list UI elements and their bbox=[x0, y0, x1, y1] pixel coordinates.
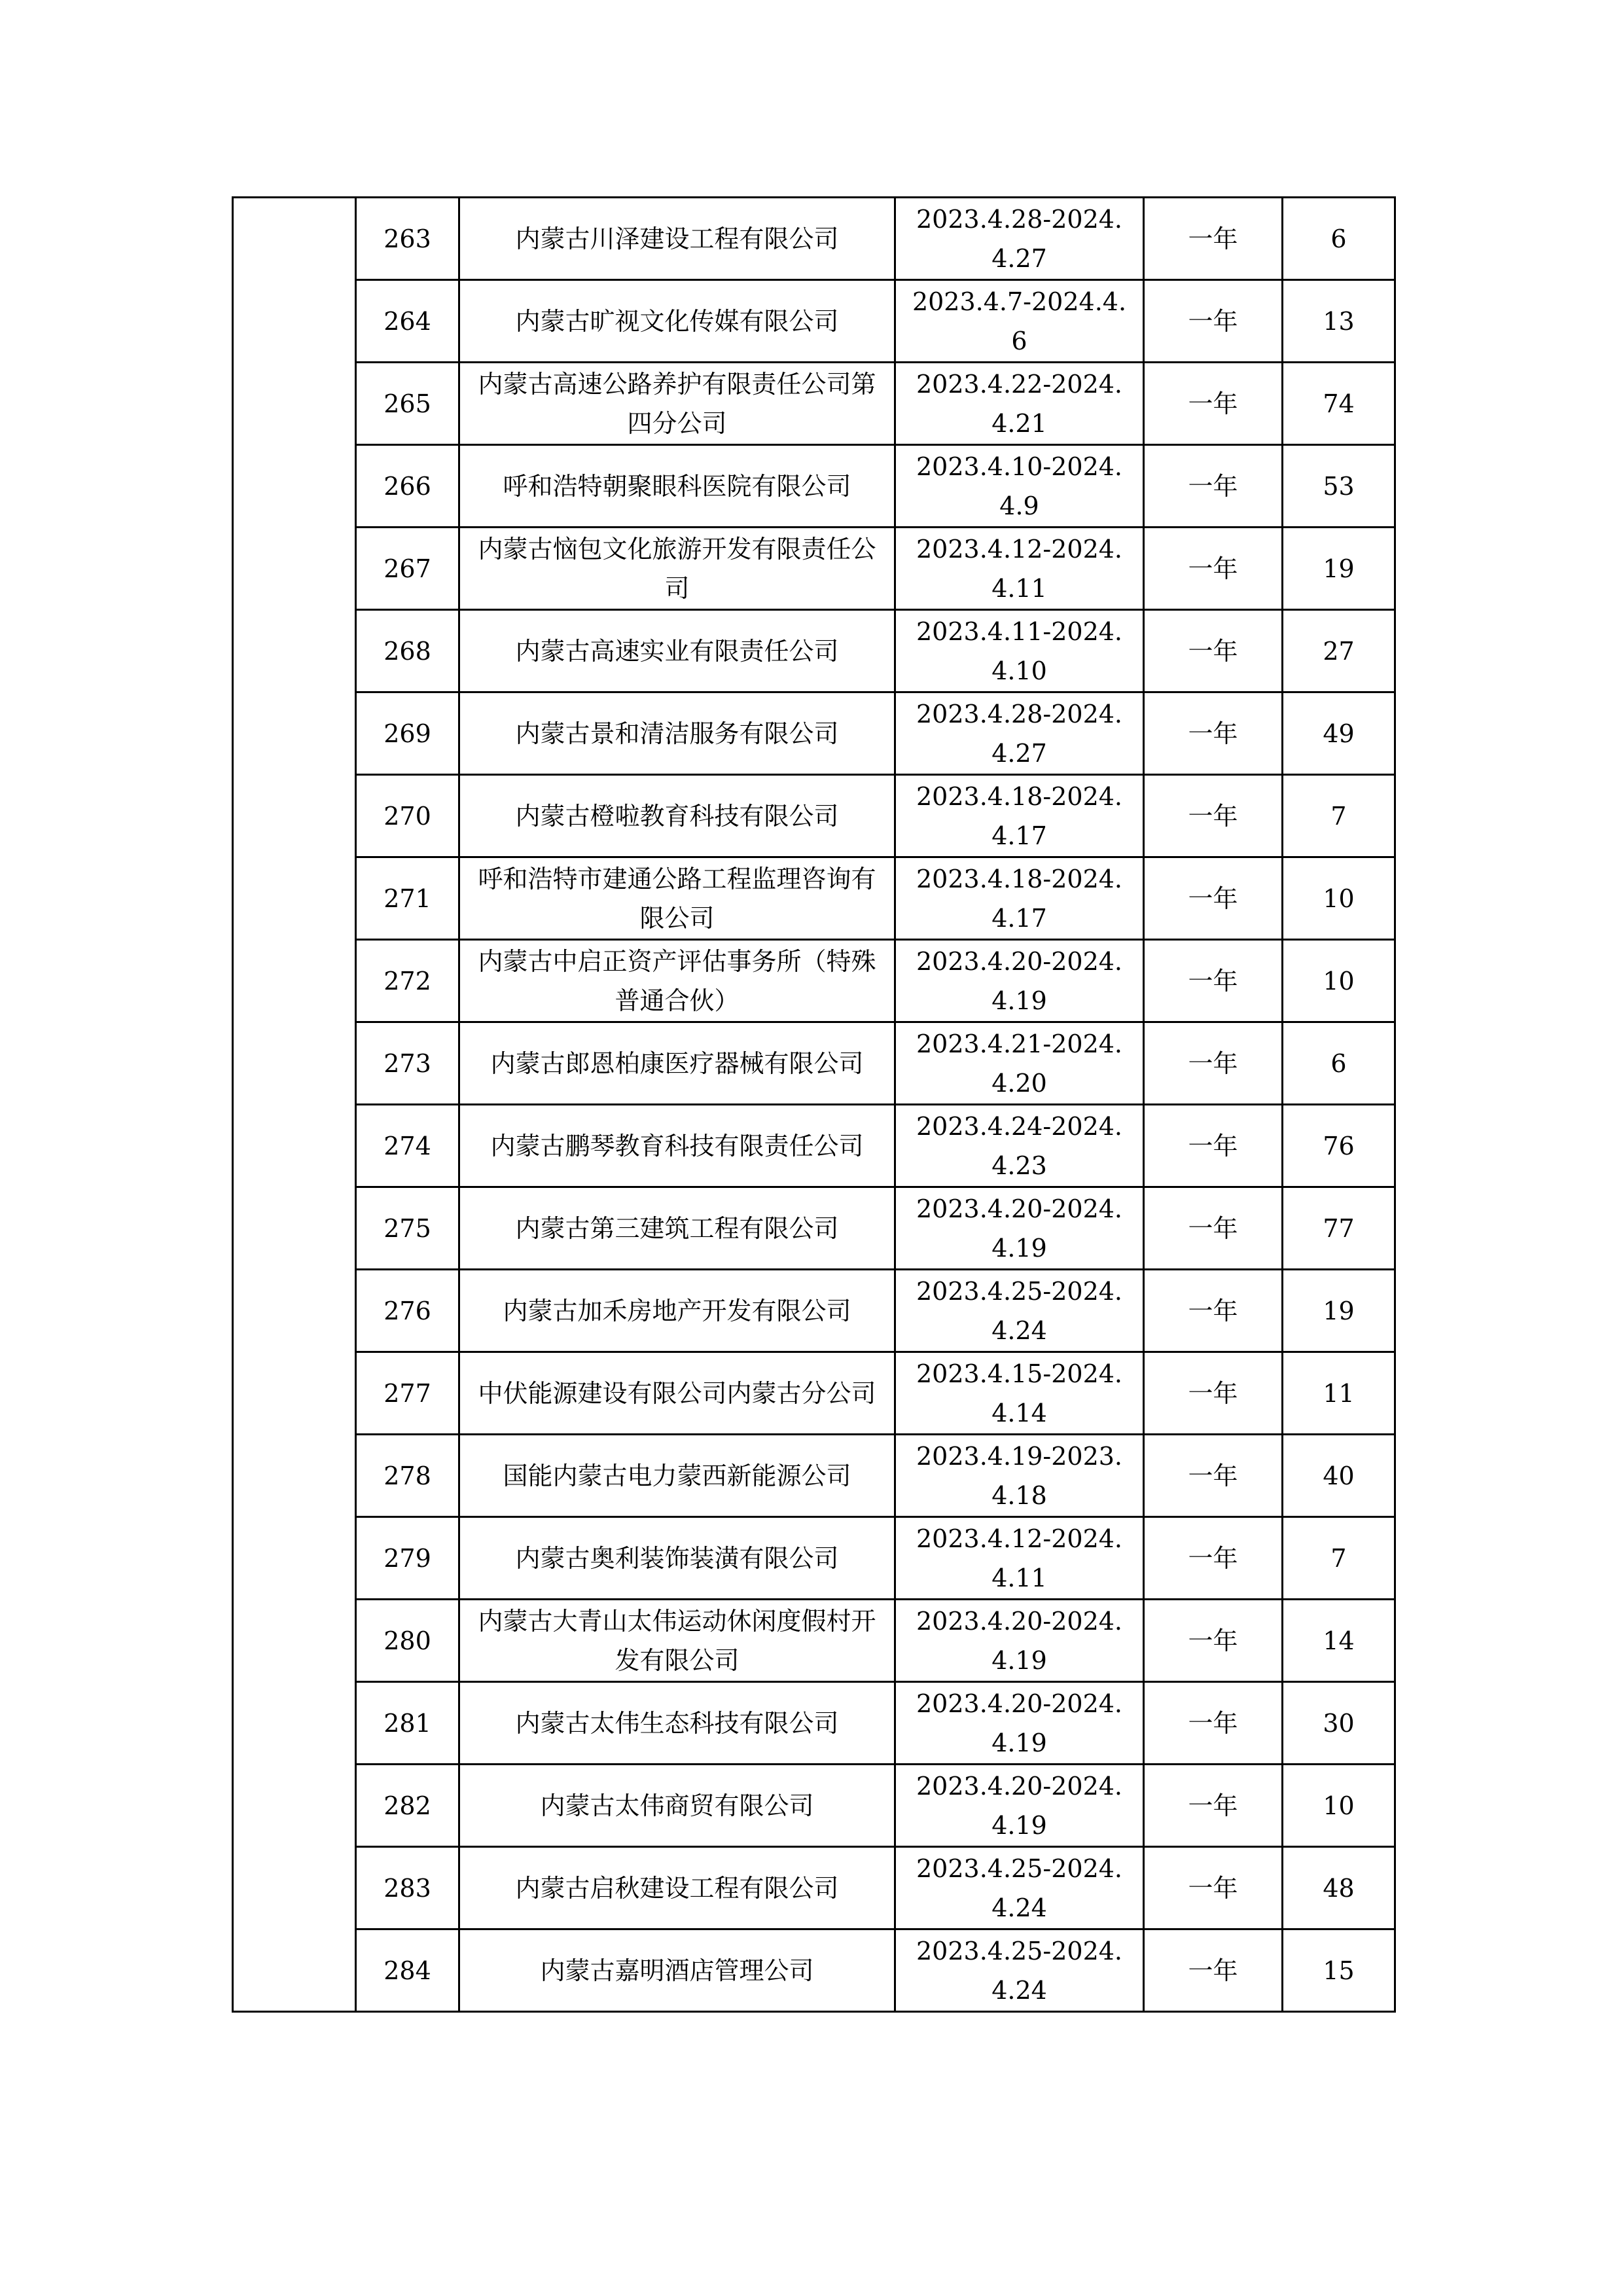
table-row bbox=[233, 363, 1395, 445]
term: 一年 bbox=[1144, 1765, 1283, 1847]
row-number: 282 bbox=[356, 1765, 459, 1847]
validity-period: 2023.4.20-2024.4.19 bbox=[895, 1187, 1144, 1270]
table-row bbox=[233, 1929, 1395, 2012]
company-name: 内蒙古恼包文化旅游开发有限责任公司 bbox=[459, 528, 895, 610]
validity-period: 2023.4.18-2024.4.17 bbox=[895, 857, 1144, 940]
term: 一年 bbox=[1144, 1022, 1283, 1105]
term: 一年 bbox=[1144, 610, 1283, 692]
table-row bbox=[233, 528, 1395, 610]
row-number: 274 bbox=[356, 1105, 459, 1187]
row-number: 278 bbox=[356, 1435, 459, 1517]
table-row bbox=[233, 1187, 1395, 1270]
term: 一年 bbox=[1144, 857, 1283, 940]
validity-period: 2023.4.24-2024.4.23 bbox=[895, 1105, 1144, 1187]
row-number: 281 bbox=[356, 1682, 459, 1765]
row-number: 279 bbox=[356, 1517, 459, 1600]
company-name: 内蒙古太伟商贸有限公司 bbox=[459, 1765, 895, 1847]
table-row bbox=[233, 1600, 1395, 1682]
row-number: 271 bbox=[356, 857, 459, 940]
term: 一年 bbox=[1144, 445, 1283, 528]
validity-period: 2023.4.20-2024.4.19 bbox=[895, 940, 1144, 1022]
table-row bbox=[233, 1352, 1395, 1435]
table-row bbox=[233, 775, 1395, 857]
count: 74 bbox=[1283, 363, 1395, 445]
count: 7 bbox=[1283, 775, 1395, 857]
table-row bbox=[233, 1270, 1395, 1352]
company-name: 内蒙古橙啦教育科技有限公司 bbox=[459, 775, 895, 857]
row-number: 269 bbox=[356, 692, 459, 775]
row-number: 266 bbox=[356, 445, 459, 528]
company-name: 内蒙古奥利装饰装潢有限公司 bbox=[459, 1517, 895, 1600]
validity-period: 2023.4.25-2024.4.24 bbox=[895, 1847, 1144, 1929]
count: 10 bbox=[1283, 940, 1395, 1022]
company-name: 内蒙古嘉明酒店管理公司 bbox=[459, 1929, 895, 2012]
count: 15 bbox=[1283, 1929, 1395, 2012]
enterprise-table bbox=[232, 196, 1396, 2013]
term: 一年 bbox=[1144, 1929, 1283, 2012]
table-row bbox=[233, 940, 1395, 1022]
row-number: 280 bbox=[356, 1600, 459, 1682]
table-row bbox=[233, 857, 1395, 940]
row-number: 267 bbox=[356, 528, 459, 610]
term: 一年 bbox=[1144, 1517, 1283, 1600]
row-number: 268 bbox=[356, 610, 459, 692]
term: 一年 bbox=[1144, 1352, 1283, 1435]
table-row bbox=[233, 692, 1395, 775]
count: 10 bbox=[1283, 1765, 1395, 1847]
count: 19 bbox=[1283, 1270, 1395, 1352]
table-row bbox=[233, 1682, 1395, 1765]
company-name: 内蒙古川泽建设工程有限公司 bbox=[459, 198, 895, 280]
count: 6 bbox=[1283, 198, 1395, 280]
term: 一年 bbox=[1144, 940, 1283, 1022]
company-name: 内蒙古旷视文化传媒有限公司 bbox=[459, 280, 895, 363]
merged-category-cell bbox=[233, 198, 356, 2012]
count: 19 bbox=[1283, 528, 1395, 610]
term: 一年 bbox=[1144, 363, 1283, 445]
table-row bbox=[233, 1765, 1395, 1847]
term: 一年 bbox=[1144, 775, 1283, 857]
company-name: 内蒙古景和清洁服务有限公司 bbox=[459, 692, 895, 775]
company-name: 内蒙古郎恩柏康医疗器械有限公司 bbox=[459, 1022, 895, 1105]
row-number: 275 bbox=[356, 1187, 459, 1270]
term: 一年 bbox=[1144, 1270, 1283, 1352]
table-row bbox=[233, 1847, 1395, 1929]
validity-period: 2023.4.20-2024.4.19 bbox=[895, 1765, 1144, 1847]
count: 53 bbox=[1283, 445, 1395, 528]
term: 一年 bbox=[1144, 528, 1283, 610]
count: 13 bbox=[1283, 280, 1395, 363]
validity-period: 2023.4.12-2024.4.11 bbox=[895, 528, 1144, 610]
count: 30 bbox=[1283, 1682, 1395, 1765]
count: 7 bbox=[1283, 1517, 1395, 1600]
validity-period: 2023.4.15-2024.4.14 bbox=[895, 1352, 1144, 1435]
validity-period: 2023.4.25-2024.4.24 bbox=[895, 1929, 1144, 2012]
count: 76 bbox=[1283, 1105, 1395, 1187]
count: 77 bbox=[1283, 1187, 1395, 1270]
validity-period: 2023.4.7-2024.4.6 bbox=[895, 280, 1144, 363]
count: 40 bbox=[1283, 1435, 1395, 1517]
row-number: 270 bbox=[356, 775, 459, 857]
validity-period: 2023.4.22-2024.4.21 bbox=[895, 363, 1144, 445]
count: 14 bbox=[1283, 1600, 1395, 1682]
count: 10 bbox=[1283, 857, 1395, 940]
table-body bbox=[233, 198, 1395, 2012]
table-row bbox=[233, 1435, 1395, 1517]
company-name: 内蒙古太伟生态科技有限公司 bbox=[459, 1682, 895, 1765]
validity-period: 2023.4.20-2024.4.19 bbox=[895, 1682, 1144, 1765]
validity-period: 2023.4.19-2023.4.18 bbox=[895, 1435, 1144, 1517]
company-name: 内蒙古加禾房地产开发有限公司 bbox=[459, 1270, 895, 1352]
validity-period: 2023.4.21-2024.4.20 bbox=[895, 1022, 1144, 1105]
validity-period: 2023.4.10-2024.4.9 bbox=[895, 445, 1144, 528]
row-number: 273 bbox=[356, 1022, 459, 1105]
row-number: 284 bbox=[356, 1929, 459, 2012]
term: 一年 bbox=[1144, 1600, 1283, 1682]
company-name: 内蒙古大青山太伟运动休闲度假村开发有限公司 bbox=[459, 1600, 895, 1682]
term: 一年 bbox=[1144, 692, 1283, 775]
term: 一年 bbox=[1144, 280, 1283, 363]
table-row bbox=[233, 198, 1395, 280]
term: 一年 bbox=[1144, 1187, 1283, 1270]
company-name: 内蒙古中启正资产评估事务所（特殊普通合伙） bbox=[459, 940, 895, 1022]
count: 6 bbox=[1283, 1022, 1395, 1105]
company-name: 内蒙古鹏琴教育科技有限责任公司 bbox=[459, 1105, 895, 1187]
validity-period: 2023.4.28-2024.4.27 bbox=[895, 692, 1144, 775]
row-number: 276 bbox=[356, 1270, 459, 1352]
company-name: 内蒙古高速公路养护有限责任公司第四分公司 bbox=[459, 363, 895, 445]
validity-period: 2023.4.20-2024.4.19 bbox=[895, 1600, 1144, 1682]
table-row bbox=[233, 610, 1395, 692]
count: 27 bbox=[1283, 610, 1395, 692]
company-name: 内蒙古高速实业有限责任公司 bbox=[459, 610, 895, 692]
term: 一年 bbox=[1144, 1105, 1283, 1187]
term: 一年 bbox=[1144, 1847, 1283, 1929]
company-name: 中伏能源建设有限公司内蒙古分公司 bbox=[459, 1352, 895, 1435]
row-number: 263 bbox=[356, 198, 459, 280]
row-number: 265 bbox=[356, 363, 459, 445]
term: 一年 bbox=[1144, 1682, 1283, 1765]
term: 一年 bbox=[1144, 1435, 1283, 1517]
row-number: 283 bbox=[356, 1847, 459, 1929]
table-row bbox=[233, 280, 1395, 363]
table-row bbox=[233, 1105, 1395, 1187]
count: 11 bbox=[1283, 1352, 1395, 1435]
company-name: 呼和浩特朝聚眼科医院有限公司 bbox=[459, 445, 895, 528]
term: 一年 bbox=[1144, 198, 1283, 280]
row-number: 277 bbox=[356, 1352, 459, 1435]
company-name: 内蒙古启秋建设工程有限公司 bbox=[459, 1847, 895, 1929]
table-row bbox=[233, 1022, 1395, 1105]
validity-period: 2023.4.28-2024.4.27 bbox=[895, 198, 1144, 280]
validity-period: 2023.4.18-2024.4.17 bbox=[895, 775, 1144, 857]
validity-period: 2023.4.25-2024.4.24 bbox=[895, 1270, 1144, 1352]
count: 49 bbox=[1283, 692, 1395, 775]
row-number: 264 bbox=[356, 280, 459, 363]
table-row bbox=[233, 445, 1395, 528]
count: 48 bbox=[1283, 1847, 1395, 1929]
row-number: 272 bbox=[356, 940, 459, 1022]
company-name: 内蒙古第三建筑工程有限公司 bbox=[459, 1187, 895, 1270]
validity-period: 2023.4.12-2024.4.11 bbox=[895, 1517, 1144, 1600]
company-name: 呼和浩特市建通公路工程监理咨询有限公司 bbox=[459, 857, 895, 940]
validity-period: 2023.4.11-2024.4.10 bbox=[895, 610, 1144, 692]
company-name: 国能内蒙古电力蒙西新能源公司 bbox=[459, 1435, 895, 1517]
table-row bbox=[233, 1517, 1395, 1600]
